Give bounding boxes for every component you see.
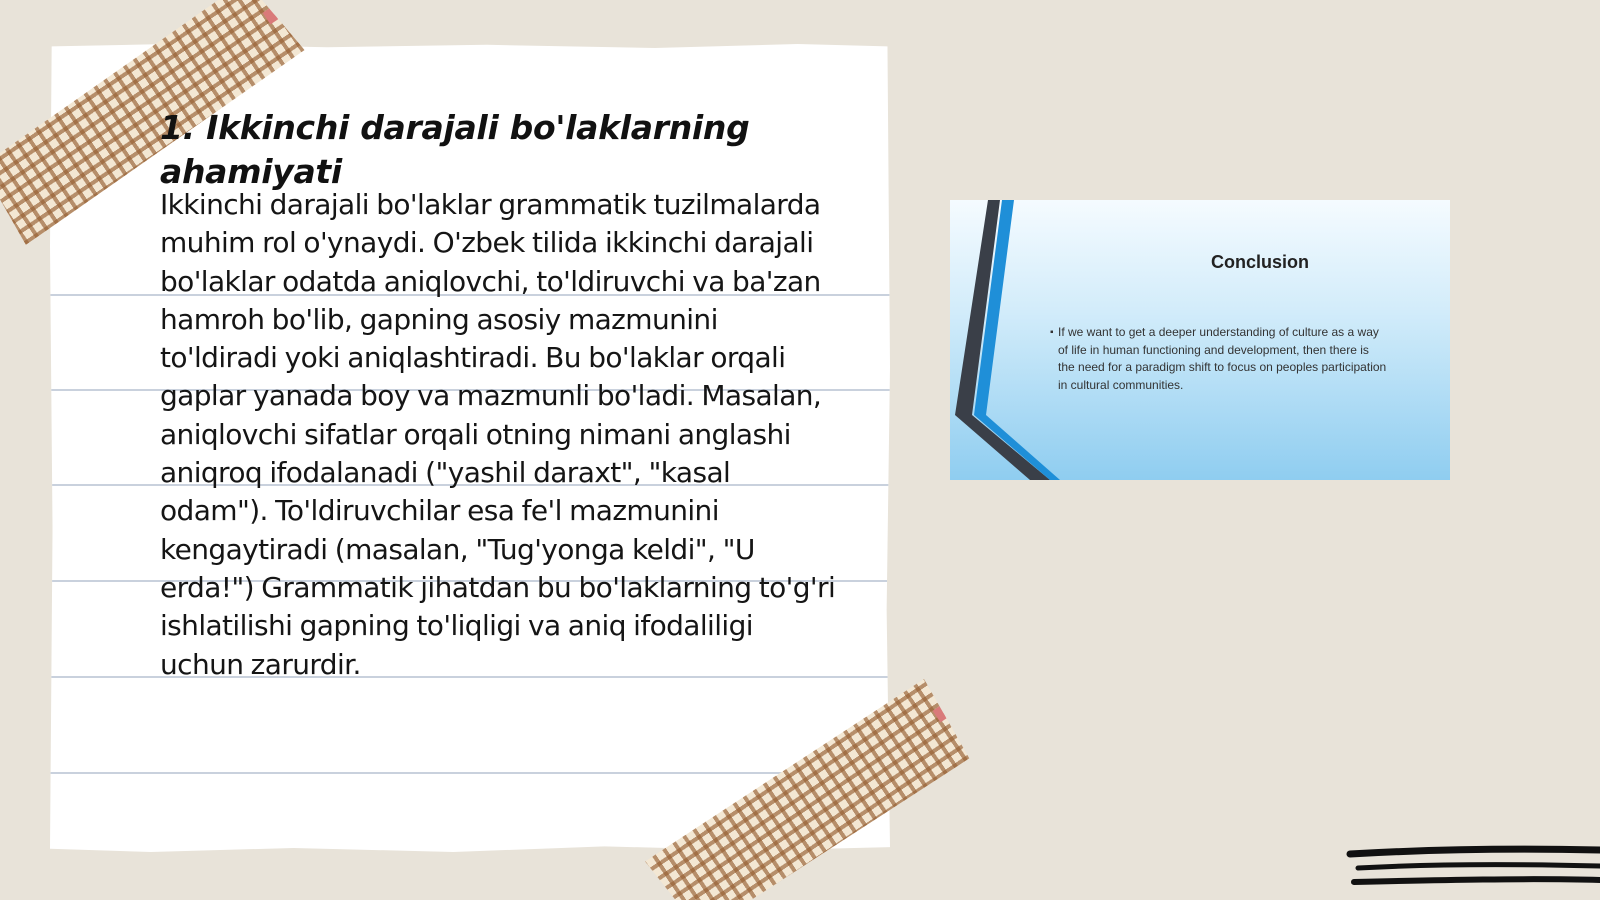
paper-rule	[50, 772, 890, 774]
thumbnail-bullet	[1050, 324, 1388, 394]
brush-strokes-decoration	[1340, 842, 1600, 900]
slide-heading: 1. Ikkinchi darajali bo'laklarning ahamiyati	[160, 108, 750, 191]
thumbnail-title: Conclusion	[1211, 252, 1309, 272]
tape-end-tab	[933, 702, 954, 723]
slide-body-text: Ikkinchi darajali bo'laklar grammatik tuzilmalarda muhim rol o'ynaydi. O'zbek tilida ikkinchi darajali bo'laklar odatda aniqlovchi, to'ldiruvchi va ba'zan hamroh bo'lib, gapning asosiy mazmunini to'ldiradi yoki aniqlashtiradi. Bu bo'laklar orqali gaplar yanada boy va mazmunli bo'ladi. Masalan, aniqlovchi sifatlar orqali otning nimani anglashi aniqroq ifodalanadi ("yashil daraxt", "kasal odam"). To'ldiruvchilar esa fe'l mazmunini kengaytiradi (masalan, "Tug'yonga keldi", "U erda!") Grammatik jihatdan bu bo'laklarning to'g'ri ishlatilishi gapning to'liqligi va aniq ifodaliligi uchun zarurdir.	[160, 188, 836, 681]
tape-end-tab	[263, 4, 284, 25]
thumbnail-bullet-text: If we want to get a deeper understanding of culture as a way of life in human functioning and development, then there is the need for a paradigm shift to focus on peoples participation in cultural communities.	[1058, 325, 1387, 392]
bullet-marker: ▪	[1050, 327, 1054, 338]
embedded-slide-image	[950, 200, 1450, 480]
